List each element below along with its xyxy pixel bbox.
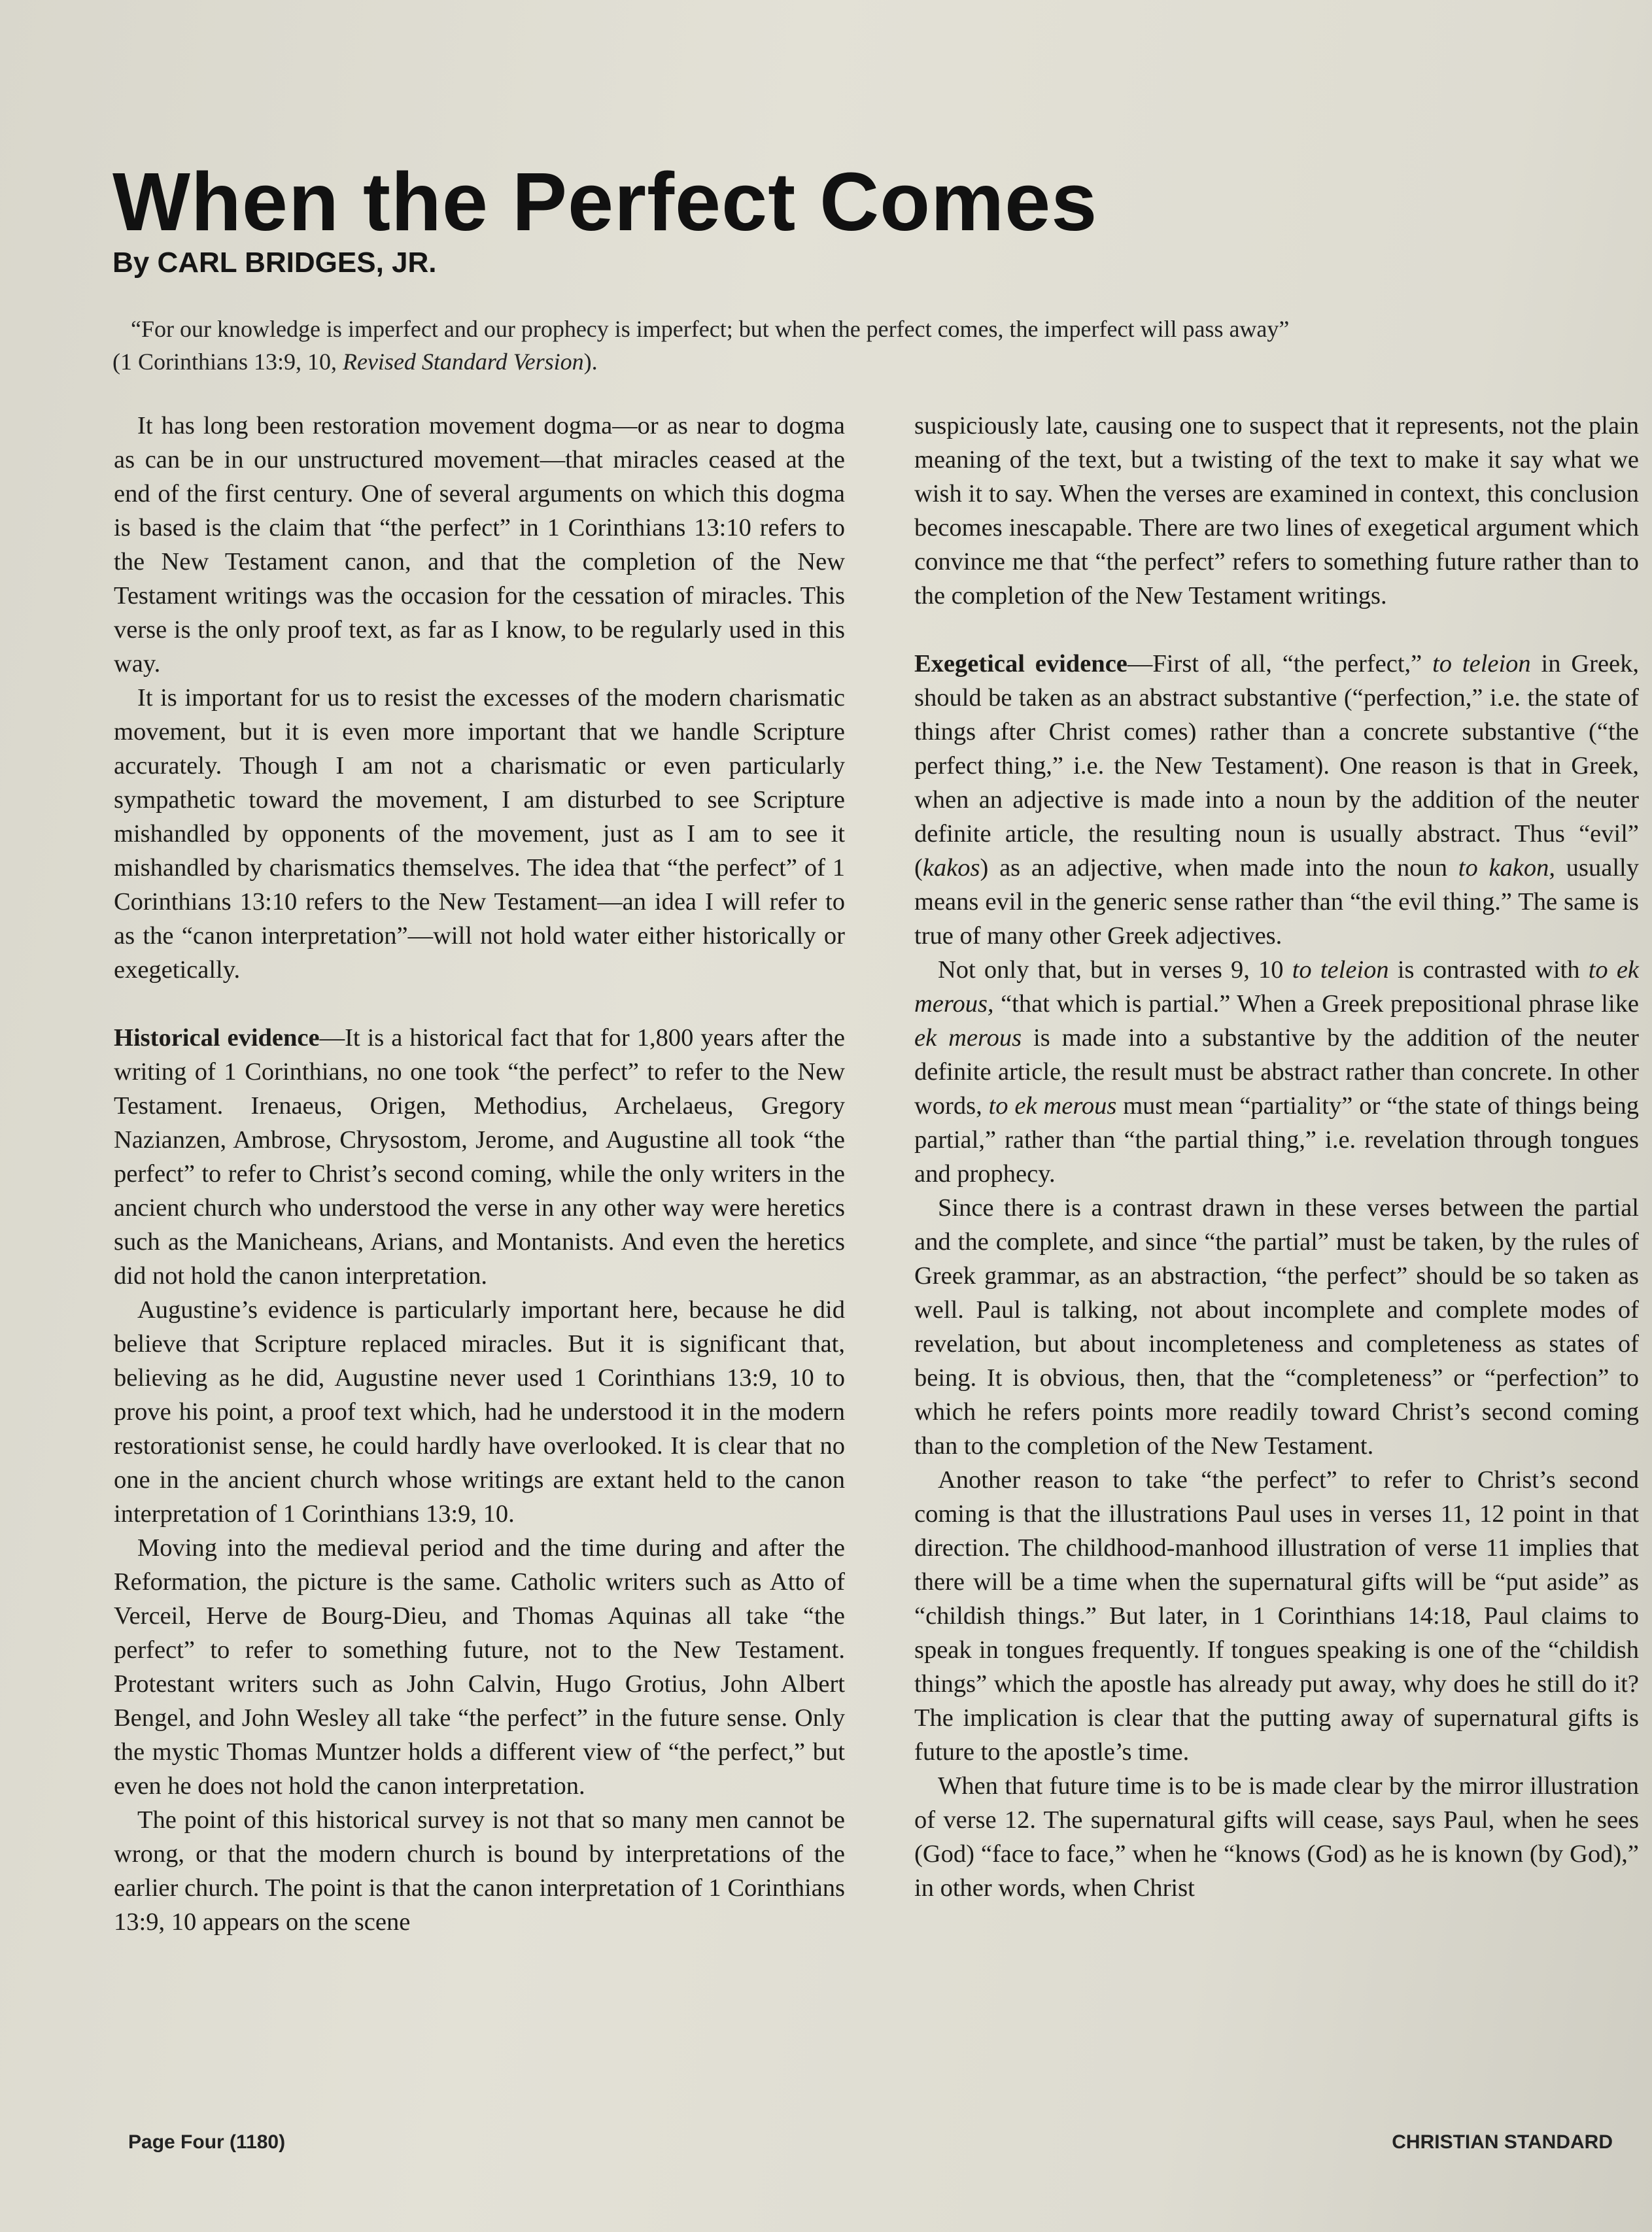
right-p2-text-a: —First of all, “the perfect,” [1127,650,1433,678]
right-paragraph-6: When that future time is to be is made clear by the mirror illustration of verse 12. The supernatural gifts will cease, says Paul, when he sees (God) “face to face,” when he “knows (God) as he is known (by God),” in other words, when Christ [914,1772,1639,1902]
right-p2-text-b: in Greek, should be taken as an abstract substantive (“perfection,” i.e. the state of things after Christ comes) rather than a concrete substantive (“the perfect thing,” i.e. the New Testament). One reason is that in Greek, when an adjective is made into a noun by the addition of the neuter definite article, the resulting noun is usually abstract. Thus “evil” ( [914,650,1639,882]
right-paragraph-4: Since there is a contrast drawn in these verses between the partial and the complete, and since “the partial” must be taken, by the rules of Greek grammar, as an abstraction, “the perfect” should be so taken as well. Paul is talking, not about incomplete and complete modes of revelation, but about incompleteness and completeness as states of being. It is obvious, then, that the “completeness” or “perfection” to which he refers points more readily toward Christ’s second coming than to the completion of the New Testament. [914,1194,1639,1460]
left-column [114,409,845,1939]
epigraph-ref-end: ). [583,349,598,375]
right-p3-italic-4: to ek merous [988,1092,1117,1120]
right-p3-text-e: must mean “partiality” or “the state of things being partial,” rather than “the partial thing,” i.e. revelation through tongues and prophecy. [914,1092,1639,1188]
right-p3-italic-1: to teleion [1292,956,1389,984]
right-paragraph-5: Another reason to take “the perfect” to refer to Christ’s second coming is that the illustrations Paul uses in verses 11, 12 point in that direction. The childhood-manhood illustration of verse 11 implies that there will be a time when the supernatural gifts will be “put aside” as “childish things.” But later, in 1 Corinthians 14:18, Paul claims to speak in tongues frequently. If tongues speaking is one of the “childish things” which the apostle has already put away, why does he still do it? The implication is clear that the putting away of supernatural gifts is future to the apostle’s time. [914,1466,1639,1766]
right-p2-italic-2: kakos [922,854,980,882]
left-paragraph-3 [114,1021,845,1293]
right-p3-italic-2: to ek merous, [914,956,1640,1018]
page-number: Page Four (1180) [128,2131,286,2153]
right-p2-italic-1: to teleion [1432,650,1531,678]
article-byline: By CARL BRIDGES, JR. [112,247,437,279]
right-p3-text-d: is made into a substantive by the addition of the neuter definite article, the result must be abstract rather than concrete. In other words, [914,1024,1639,1120]
epigraph-reference [112,345,1519,378]
right-column [914,409,1639,1905]
left-paragraph-3-text: —It is a historical fact that for 1,800 years after the writing of 1 Corinthians, no one took “the perfect” to refer to the New Testament. Irenaeus, Origen, Methodius, Archelaeus, Gregory Nazianzen, Ambrose, Chrysostom, Jerome, and Augustine all took “the perfect” to refer to Christ’s second coming, while the only writers in the ancient church who understood the verse in any other way were heretics such as the Manicheans, Arians, and Montanists. And even the heretics did not hold the canon interpretation. [114,1024,845,1290]
right-p3-text-b: is contrasted with [1388,956,1589,984]
left-paragraph-4: Augustine’s evidence is particularly important here, because he did believe that Scripture replaced miracles. But it is significant that, believing as he did, Augustine never used 1 Corinthians 13:9, 10 to prove his point, a proof text which, had he understood it in the modern restorationist sense, he could hardly have overlooked. It is clear that no one in the ancient church whose writings are extant held to the canon interpretation of 1 Corinthians 13:9, 10. [114,1296,845,1528]
right-paragraph-1: suspiciously late, causing one to suspect that it represents, not the plain meaning of the text, but a twisting of the text to make it say what we wish it to say. When the verses are examined in context, this conclusion becomes inescapable. There are two lines of exegetical argument which convince me that “the perfect” refers to something future rather than to the completion of the New Testament writings. [914,412,1639,610]
right-p2-text-c: ) as an adjective, when made into the noun [980,854,1458,882]
epigraph-ref-version: Revised Standard Version [342,349,584,375]
right-paragraph-3 [914,953,1639,1191]
epigraph-ref-start: (1 Corinthians 13:9, 10, [112,349,343,375]
publication-name: CHRISTIAN STANDARD [1392,2131,1613,2153]
right-p2-italic-3: to kakon, [1458,854,1556,882]
right-paragraph-2 [914,647,1639,953]
right-p3-text-c: “that which is partial.” When a Greek prepositional phrase like [993,990,1639,1018]
right-p3-text-a: Not only that, but in verses 9, 10 [938,956,1292,984]
right-p2-text-d: usually means evil in the generic sense rather than “the evil thing.” The same is true of many other Greek adjectives. [914,854,1639,950]
left-paragraph-1: It has long been restoration movement dogma—or as near to dogma as can be in our unstructured movement—that miracles ceased at the end of the first century. One of several arguments on which this dogma is based is the claim that “the perfect” in 1 Corinthians 13:10 refers to the New Testament canon, and that the completion of the New Testament writings was the occasion for the cessation of miracles. This verse is the only proof text, as far as I know, to be regularly used in this way. [114,412,845,678]
left-paragraph-5: Moving into the medieval period and the time during and after the Reformation, the picture is the same. Catholic writers such as Atto of Verceil, Herve de Bourg-Dieu, and Thomas Aquinas all take “the perfect” to refer to something future, not to the New Testament. Protestant writers such as John Calvin, Hugo Grotius, John Albert Bengel, and John Wesley all take “the perfect” in the future sense. Only the mystic Thomas Muntzer holds a different view of “the perfect,” but even he does not hold the canon interpretation. [114,1534,845,1800]
left-paragraph-6: The point of this historical survey is not that so many men cannot be wrong, or that the modern church is bound by interpretations of the earlier church. The point is that the canon interpretation of 1 Corinthians 13:9, 10 appears on the scene [114,1806,845,1936]
right-p3-italic-3: ek merous [914,1024,1022,1052]
left-paragraph-2: It is important for us to resist the excesses of the modern charismatic movement, but it is even more important that we handle Scripture accurately. Though I am not a charismatic or even particularly sympathetic toward the movement, I am disturbed to see Scripture mishandled by opponents of the movement, just as I am to see it mishandled by charismatics themselves. The idea that “the perfect” of 1 Corinthians 13:10 refers to the New Testament—an idea I will refer to as the “canon interpretation”—will not hold water either historically or exegetically. [114,684,845,984]
historical-evidence-heading: Historical evidence [114,1024,320,1052]
exegetical-evidence-heading: Exegetical evidence [914,650,1127,678]
article-title: When the Perfect Comes [112,156,1098,249]
epigraph [112,313,1519,378]
epigraph-quote: “For our knowledge is imperfect and our prophecy is imperfect; but when the perfect comes, the imperfect will pass away” [131,316,1290,342]
